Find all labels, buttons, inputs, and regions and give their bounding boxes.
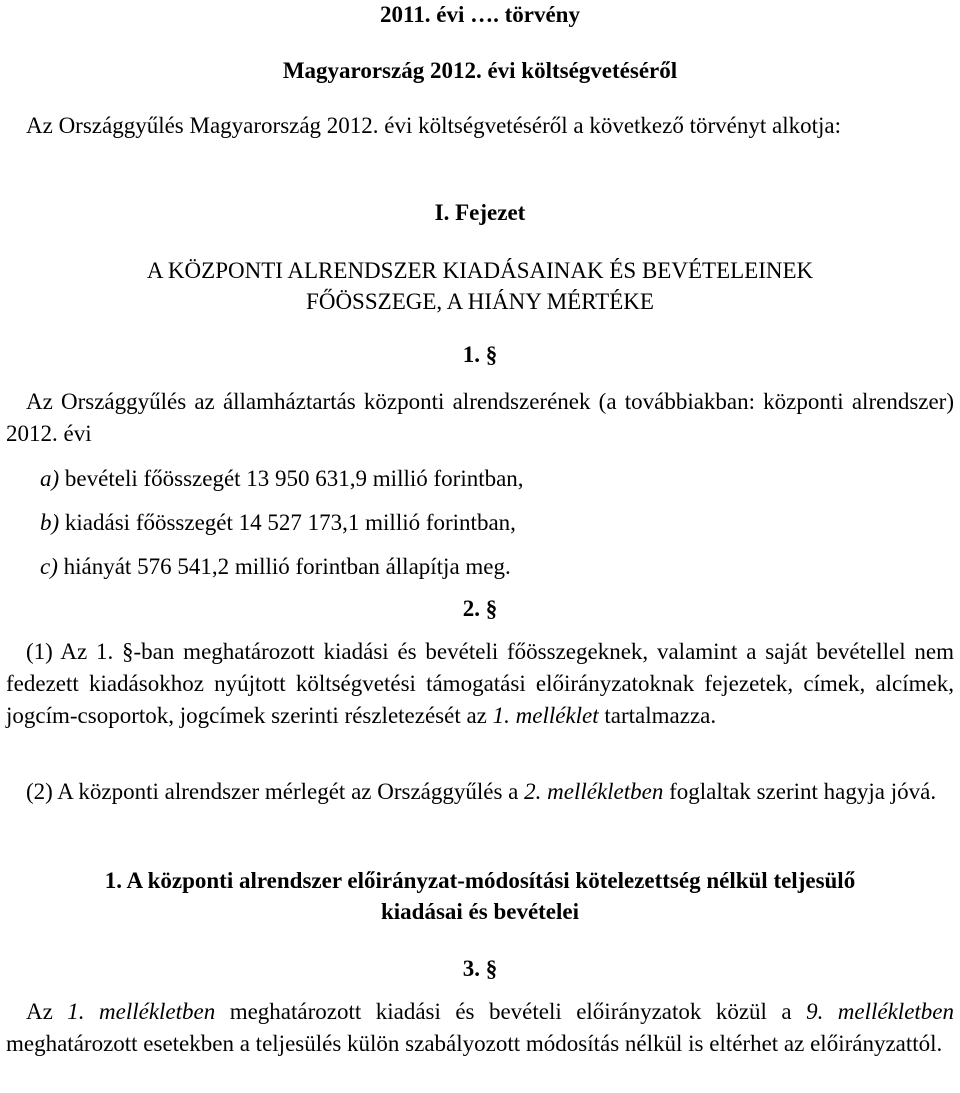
annex-reference: 9. mellékletben [806, 999, 955, 1024]
section-1-item-b [40, 508, 516, 538]
item-letter: b) [40, 510, 60, 535]
item-letter: c) [40, 554, 58, 579]
chapter-label: I. Fejezet [434, 200, 526, 225]
law-title: Magyarország 2012. évi költségvetéséről [282, 58, 678, 83]
chapter-heading-line2: FŐÖSSZEGE, A HIÁNY MÉRTÉKE [306, 289, 654, 314]
annex-reference: 1. mellékletben [67, 999, 216, 1024]
item-letter: a) [40, 466, 60, 491]
section-1-item-a [40, 464, 524, 494]
annex-reference: 2. mellékletben [524, 779, 664, 804]
section-2-mark: 2. § [462, 596, 498, 621]
preamble: Az Országgyűlés Magyarország 2012. évi költségvetéséről a következő törvényt alkotja: [26, 113, 841, 138]
law-number-line: 2011. évi …. törvény [380, 2, 580, 27]
subtitle-line1: 1. A központi alrendszer előirányzat-módosítási kötelezettség nélkül teljesülő [104, 868, 856, 893]
paragraph-text: (1) Az 1. §-ban meghatározott kiadási és bevételi főösszegeknek, valamint a saját bevétellel nem fedezett kiadásokhoz nyújtott költségvetési támogatási előirányzatoknak fejezetek, címek, alcímek, jogcím-csoportok, jogcímek szerinti részletezését az [6, 639, 954, 728]
item-text: kiadási főösszegét 14 527 173,1 millió forintban, [59, 510, 516, 535]
chapter-heading-line1: A KÖZPONTI ALRENDSZER KIADÁSAINAK ÉS BEVÉTELEINEK [146, 258, 814, 283]
section-1-intro: Az Országgyűlés az államháztartás központi alrendszerének (a továbbiakban: központi alrendszer) 2012. évi [6, 389, 954, 446]
section-2-paragraph-2 [6, 776, 954, 808]
item-text: hiányát 576 541,2 millió forintban állapítja meg. [57, 554, 511, 579]
section-2-paragraph-1 [6, 636, 954, 732]
section-3-mark: 3. § [462, 956, 498, 981]
annex-reference: 1. melléklet [492, 703, 599, 728]
paragraph-text: meghatározott kiadási és bevételi előirányzatok közül a [215, 999, 807, 1024]
subtitle-line2: kiadásai és bevételei [380, 899, 580, 924]
section-1-item-c [40, 552, 511, 582]
paragraph-text: tartalmazza. [598, 703, 717, 728]
paragraph-text: Az [26, 999, 68, 1024]
paragraph-text: (2) A központi alrendszer mérlegét az Országgyűlés a [26, 779, 525, 804]
paragraph-text: meghatározott esetekben a teljesülés külön szabályozott módosítás nélkül is eltérhet az előirányzattól. [6, 1031, 943, 1056]
section-1-mark: 1. § [462, 342, 498, 367]
paragraph-text: foglaltak szerint hagyja jóvá. [663, 779, 937, 804]
section-3-paragraph [6, 996, 954, 1060]
item-text: bevételi főösszegét 13 950 631,9 millió forintban, [59, 466, 524, 491]
